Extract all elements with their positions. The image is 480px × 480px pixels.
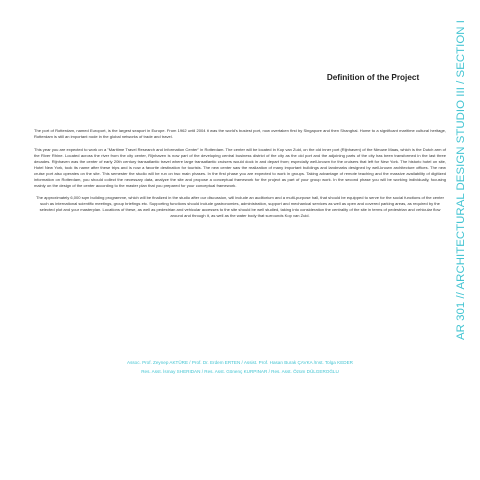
paragraph-port-history: The port of Rotterdam, named Europort, is the largest seaport in Europe. From 1962 until 2004 it was the world's busiest port, now overtaken first by Singapore and then Shanghai. Home to a significant maritime cultural heritage, Rotterdam is still an important node in the global networks of trade and travel. bbox=[34, 128, 446, 139]
instructor-credits bbox=[34, 359, 446, 376]
credits-line-assistants: Res. Asst. İsmay SHERIDAN / Res. Asst. Gönenç KURPINAR / Res. Asst. Özüm DÜLGEROĞLU bbox=[141, 368, 339, 374]
paragraph-project-brief: This year you are expected to work on a "Maritime Travel Research and Information Center" in Rotterdam. The center will be located in Kop van Zuid, on the old inner port (Rijnhaven) of the Nieuwe Maas, which is the Dutch arm of the River Rhine. Located across the river from the city center, Rijnhaven is now part of the developing central business district of the city as the old port and the adjoining parts of the city has been transformed in the last three decades. Rijnhaven was the center of early 20th century transatlantic travel where large transatlantic cruisers would dock in and depart from; especially well-known for the cruisers that left for New York. The historic hotel on site, Hotel New York, took its name after these trips and is now a favorite destination for tourists. The new center saw the realization of many important buildings and landmarks designed by well-known architecture offices. The new cruise port also operates on the site. This semester the studio will be run on two main phases. In the first phase you are expected to work in groups. Taking advantage of remote teaching and the massive availability of digitized information on Rotterdam, you should collect the necessary data, analyze the site and propose a conceptual framework for the project as part of your group work. In the second phase you will be working individually, focusing mainly on the design of the center according to the master plan that you prepared for your conceptual framework. bbox=[34, 146, 446, 188]
body-text bbox=[34, 128, 446, 226]
course-side-label: AR 301 // ARCHITECTURAL DESIGN STUDIO III / SECTION I bbox=[455, 20, 467, 340]
credits-line-faculty: Assoc. Prof. Zeynep AKTÜRE / Prof. Dr. Erdem ERTEN / Assist. Prof. Hasan Burak ÇAVKA /Inst. Tolga KEDER bbox=[127, 360, 353, 365]
paragraph-building-programme: The approximately 6,000 sqm building programme, which will be finalized in the studio after our discussion, will include an auditorium and a multi-purpose hall, that should be equipped to serve for the social functions of the center such as international scientific meetings, group briefings etc. Supporting functions should include gastronomies, administration, support and mechanical services as well as open and covered parking areas, as required by the selected plot and your masterplan. Locations of these, as well as pedestrian and vehicular accesses to the site should be well studied, taking into consideration the centrality of the site in terms of pedestrian and vehicular flow around and through it, as well as the water body that surrounds Kop van Zuid. bbox=[35, 195, 445, 218]
page-title: Definition of the Project bbox=[326, 73, 420, 82]
